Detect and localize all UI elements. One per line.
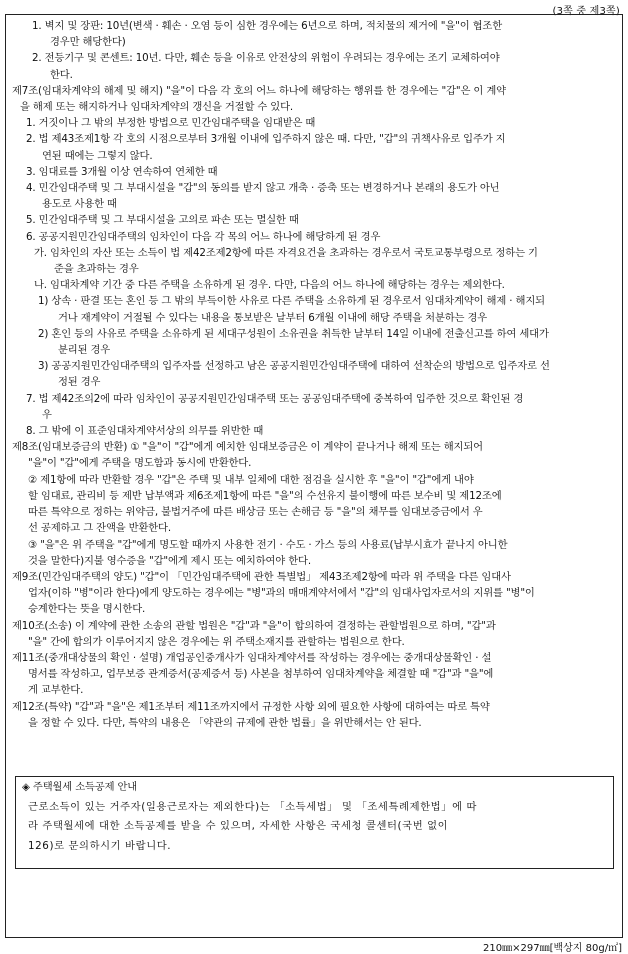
notice-line: 126)로 문의하시기 바랍니다. [28,839,172,852]
notice-title: ◈ 주택월세 소득공제 안내 [22,781,138,793]
paper-spec: 210㎜×297㎜[백상지 80g/㎡] [483,943,622,954]
text-line: 게 교부한다. [28,684,84,697]
text-line: 2. 전등기구 및 콘센트: 10년. 다만, 훼손 등을 이유로 안전상의 위험이 우려되는 경우에는 조기 교체하여야 [32,52,500,65]
text-line: 5. 민간임대주택 및 그 부대시설을 고의로 파손 또는 멸실한 때 [26,214,299,227]
text-line: 업자(이하 "병"이라 한다)에게 양도하는 경우에는 "병"과의 매매계약서에서 "갑"의 임대사업자로서의 지위를 "병"이 [28,587,535,600]
article-10-heading: 제10조(소송) 이 계약에 관한 소송의 관할 법원은 "갑"과 "을"이 합의하여 결정하는 관할법원으로 하며, "갑"과 [12,619,496,632]
text-line: 경우만 해당한다) [50,36,126,49]
text-line: 분리된 경우 [58,344,111,357]
text-line: 6. 공공지원민간임대주택의 임차인이 다음 각 목의 어느 하나에 해당하게 된 경우 [26,230,381,243]
article-11-heading: 제11조(중개대상물의 확인 · 설명) 개업공인중개사가 임대차계약서를 작성하는 경우에는 중개대상물확인 · 설 [12,651,492,664]
text-line: 4. 민간임대주택 및 그 부대시설을 "갑"의 동의를 받지 않고 개축 · 증축 또는 변경하거나 본래의 용도가 아닌 [26,182,500,195]
article-9-heading: 제9조(민간임대주택의 양도) "갑"이 「민간임대주택에 관한 특별법」 제43조제2항에 따라 위 주택을 다른 임대사 [12,570,511,583]
text-line: 3) 공공지원민간임대주택의 입주자를 선정하고 남은 공공지원민간임대주택에 대하여 선착순의 방법으로 입주자로 선 [38,360,550,373]
text-line: 용도로 사용한 때 [42,198,117,211]
text-line: 나. 임대차계약 기간 중 다른 주택을 소유하게 된 경우. 다만, 다음의 어느 하나에 해당하는 경우는 제외한다. [34,279,505,292]
text-line: 2) 혼인 등의 사유로 주택을 소유하게 된 세대구성원이 소유권을 취득한 날부터 14일 이내에 전출신고를 하여 세대가 [38,327,549,340]
text-line: 가. 임차인의 자산 또는 소득이 법 제42조제2항에 따른 자격요건을 초과하는 경우로서 국토교통부령으로 정하는 기 [34,246,538,259]
text-line: 것을 말한다)지불 영수증을 "갑"에게 제시 또는 예치하여야 한다. [28,554,311,567]
article-8-heading: 제8조(임대보증금의 반환) ① "을"이 "갑"에게 예치한 임대보증금은 이 계약이 끝나거나 해제 또는 해지되어 [12,441,483,454]
text-line: 우 [42,408,52,421]
article-12-heading: 제12조(특약) "갑"과 "을"은 제1조부터 제11조까지에서 규정한 사항 외에 필요한 사항에 대하여는 따로 특약 [12,700,490,713]
notice-line: 근로소득이 있는 거주자(일용근로자는 제외한다)는 「소득세법」 및 「조세특례제한법」에 따 [28,800,478,813]
text-line: 1. 거짓이나 그 밖의 부정한 방법으로 민간임대주택을 임대받은 때 [26,117,316,130]
text-line: 2. 법 제43조제1항 각 호의 시점으로부터 3개월 이내에 입주하지 않은 때. 다만, "갑"의 귀책사유로 입주가 지 [26,133,506,146]
text-line: 정된 경우 [58,376,101,389]
text-line: 명서를 작성하고, 업무보증 관계증서(공제증서 등) 사본을 첨부하여 임대차계약을 체결할 때 "갑"과 "을"에 [28,668,494,681]
page-indicator: (3쪽 중 제3쪽) [552,6,620,17]
text-line: 선 공제하고 그 잔액을 반환한다. [28,522,171,535]
text-line: 준을 초과하는 경우 [54,263,139,276]
text-line: 3. 임대료를 3개월 이상 연속하여 연체한 때 [26,165,218,178]
notice-line: 라 주택월세에 대한 소득공제를 받을 수 있으며, 자세한 사항은 국세청 콜센터(국번 없이 [28,820,449,832]
text-line: 7. 법 제42조의2에 따라 임차인이 공공지원민간임대주택 또는 공공임대주택에 중복하여 입주한 것으로 확인된 경 [26,392,524,405]
text-line: 승계한다는 뜻을 명시한다. [28,603,146,616]
text-line: 연된 때에는 그렇지 않다. [42,149,153,162]
text-line: ③ "을"은 위 주택을 "갑"에게 명도할 때까지 사용한 전기 · 수도 · 가스 등의 사용료(납부시효가 끝나지 아니한 [28,538,508,551]
text-line: 할 임대료, 관리비 등 제반 납부액과 제6조제1항에 따른 "을"의 수선유지 불이행에 따른 보수비 및 제12조에 [28,489,502,502]
text-line: 1) 상속 · 판결 또는 혼인 등 그 밖의 부득이한 사유로 다른 주택을 소유하게 된 경우로서 임대차계약이 해제 · 해지되 [38,295,545,308]
text-line: 을 정할 수 있다. 다만, 특약의 내용은 「약관의 규제에 관한 법률」을 위반해서는 안 된다. [28,716,422,729]
text-line: 따른 특약으로 정하는 위약금, 불법거주에 따른 배상금 또는 손해금 등 "을"의 채무를 임대보증금에서 우 [28,506,483,519]
text-line: 거나 재계약이 거절될 수 있다는 내용을 통보받은 날부터 6개월 이내에 해당 주택을 처분하는 경우 [58,311,488,324]
text-line: 한다. [50,68,73,81]
text-line: "을" 간에 합의가 이루어지지 않은 경우에는 위 주택소재지를 관할하는 법원으로 한다. [28,635,405,648]
text-line: 8. 그 밖에 이 표준임대차계약서상의 의무를 위반한 때 [26,425,264,438]
tax-deduction-notice-box [15,776,614,869]
text-line: 1. 벽지 및 장판: 10년(변색 · 훼손 · 오염 등이 심한 경우에는 6년으로 하며, 적치물의 제거에 "을"이 협조한 [32,20,503,32]
document-body [0,18,628,731]
article-7-heading: 제7조(임대차계약의 해제 및 해지) "을"이 다음 각 호의 어느 하나에 해당하는 행위를 한 경우에는 "갑"은 이 계약 [12,84,506,97]
text-line: 을 해제 또는 해지하거나 임대차계약의 갱신을 거절할 수 있다. [20,101,294,114]
text-line: ② 제1항에 따라 반환할 경우 "갑"은 주택 및 내부 일체에 대한 점검을 실시한 후 "을"이 "갑"에게 내야 [28,473,474,486]
text-line: "을"이 "갑"에게 주택을 명도함과 동시에 반환한다. [28,457,252,470]
